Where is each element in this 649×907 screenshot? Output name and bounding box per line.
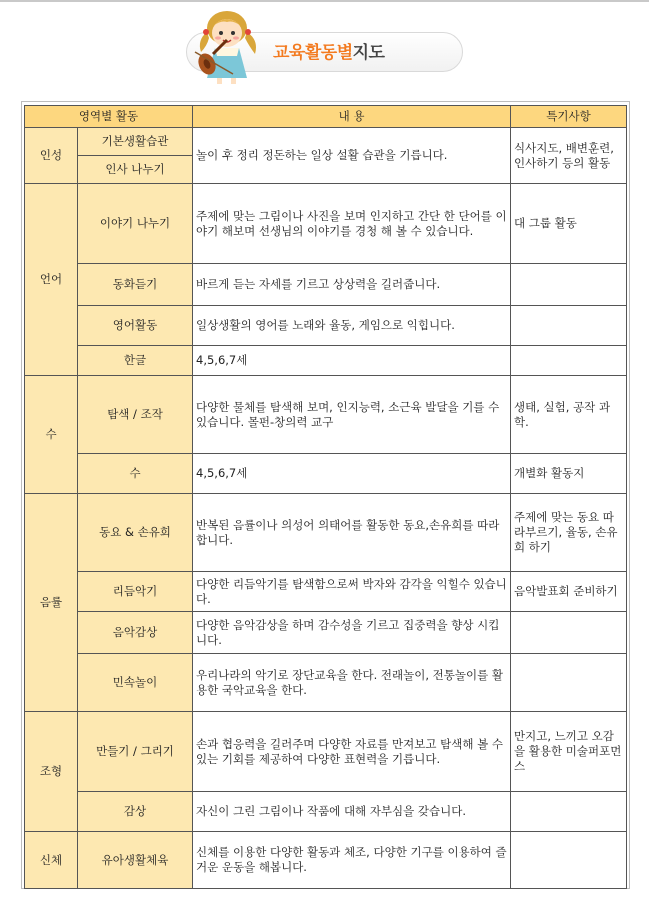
page-title-highlight: 교육활동별 <box>273 43 353 63</box>
page-title <box>273 38 384 63</box>
column-header: 내 용 <box>193 106 511 128</box>
category-cell: 조형 <box>25 712 78 832</box>
activity-cell: 동요 & 손유희 <box>78 494 193 572</box>
content-cell: 손과 협응력을 길러주며 다양한 자료를 만져보고 탐색해 볼 수 있는 기회를 제공하여 다양한 표현력을 기릅니다. <box>193 712 511 792</box>
table-row <box>25 346 627 376</box>
note-cell: 대 그룹 활동 <box>511 184 627 264</box>
table-row <box>25 654 627 712</box>
note-cell: 개별화 활동지 <box>511 454 627 494</box>
activity-cell: 영어활동 <box>78 306 193 346</box>
activity-cell: 기본생활습관 <box>78 128 193 156</box>
note-cell: 생태, 실험, 공작 과학. <box>511 376 627 454</box>
activity-cell: 탐색 / 조작 <box>78 376 193 454</box>
note-cell <box>511 346 627 376</box>
column-header: 특기사항 <box>511 106 627 128</box>
content-cell: 다양한 물체를 탐색해 보며, 인지능력, 소근육 발달을 기를 수 있습니다. 몰펀-창의력 교구 <box>193 376 511 454</box>
note-cell <box>511 654 627 712</box>
activity-cell: 이야기 나누기 <box>78 184 193 264</box>
content-cell: 다양한 음악감상을 하며 감수성을 기르고 집중력을 향상 시킵니다. <box>193 612 511 654</box>
activity-cell: 감상 <box>78 792 193 832</box>
activity-cell: 한글 <box>78 346 193 376</box>
activity-cell: 만들기 / 그리기 <box>78 712 193 792</box>
table-row <box>25 572 627 612</box>
page-title-rest: 지도 <box>352 43 385 63</box>
note-cell <box>511 792 627 832</box>
table-row <box>25 128 627 156</box>
activity-cell: 민속놀이 <box>78 654 193 712</box>
activity-cell: 유아생활체육 <box>78 832 193 889</box>
note-cell: 주제에 맞는 동요 따라부르기, 율동, 손유희 하기 <box>511 494 627 572</box>
category-cell: 언어 <box>25 184 78 376</box>
column-header: 영역별 활동 <box>25 106 193 128</box>
table-row <box>25 712 627 792</box>
activity-table-frame <box>21 101 630 889</box>
table-row <box>25 612 627 654</box>
content-cell: 자신이 그린 그림이나 작품에 대해 자부심을 갖습니다. <box>193 792 511 832</box>
note-cell: 음악발표회 준비하기 <box>511 572 627 612</box>
top-divider <box>0 0 649 2</box>
content-cell: 일상생활의 영어를 노래와 율동, 게임으로 익힙니다. <box>193 306 511 346</box>
note-cell <box>511 306 627 346</box>
content-cell: 다양한 리듬악기를 탐색함으로써 박자와 감각을 익힐수 있습니다. <box>193 572 511 612</box>
content-cell: 신체를 이용한 다양한 활동과 체조, 다양한 기구를 이용하여 즐거운 운동을 해봅니다. <box>193 832 511 889</box>
table-row <box>25 264 627 306</box>
content-cell: 4,5,6,7세 <box>193 454 511 494</box>
table-row <box>25 454 627 494</box>
activity-cell: 수 <box>78 454 193 494</box>
violin-girl-mascot-icon <box>193 6 271 86</box>
table-row <box>25 792 627 832</box>
activity-cell: 인사 나누기 <box>78 156 193 184</box>
table-row <box>25 306 627 346</box>
category-cell: 음률 <box>25 494 78 712</box>
content-cell: 우리나라의 악기로 장단교육을 한다. 전래놀이, 전통놀이를 활용한 국악교육을 한다. <box>193 654 511 712</box>
content-cell: 반복된 음률이나 의성어 의태어를 활동한 동요,손유희를 따라 합니다. <box>193 494 511 572</box>
note-cell <box>511 264 627 306</box>
content-cell: 놀이 후 정리 정돈하는 일상 설활 습관을 기릅니다. <box>193 128 511 184</box>
table-row <box>25 494 627 572</box>
note-cell: 만지고, 느끼고 오감을 활용한 미술퍼포먼스 <box>511 712 627 792</box>
note-cell <box>511 832 627 889</box>
note-cell <box>511 612 627 654</box>
table-row <box>25 832 627 889</box>
content-cell: 주제에 맞는 그림이나 사진을 보며 인지하고 간단 한 단어를 이야기 해보며 선생님의 이야기를 경청 해 볼 수 있습니다. <box>193 184 511 264</box>
category-cell: 신체 <box>25 832 78 889</box>
table-row <box>25 184 627 264</box>
table-header-row <box>25 106 627 128</box>
activity-cell: 리듬악기 <box>78 572 193 612</box>
table-row <box>25 376 627 454</box>
category-cell: 수 <box>25 376 78 494</box>
activity-table <box>24 105 627 889</box>
activity-cell: 동화듣기 <box>78 264 193 306</box>
content-cell: 바르게 듣는 자세를 기르고 상상력을 길러줍니다. <box>193 264 511 306</box>
activity-cell: 음악감상 <box>78 612 193 654</box>
note-cell: 식사지도, 배변훈련, 인사하기 등의 활동 <box>511 128 627 184</box>
content-cell: 4,5,6,7세 <box>193 346 511 376</box>
category-cell: 인성 <box>25 128 78 184</box>
